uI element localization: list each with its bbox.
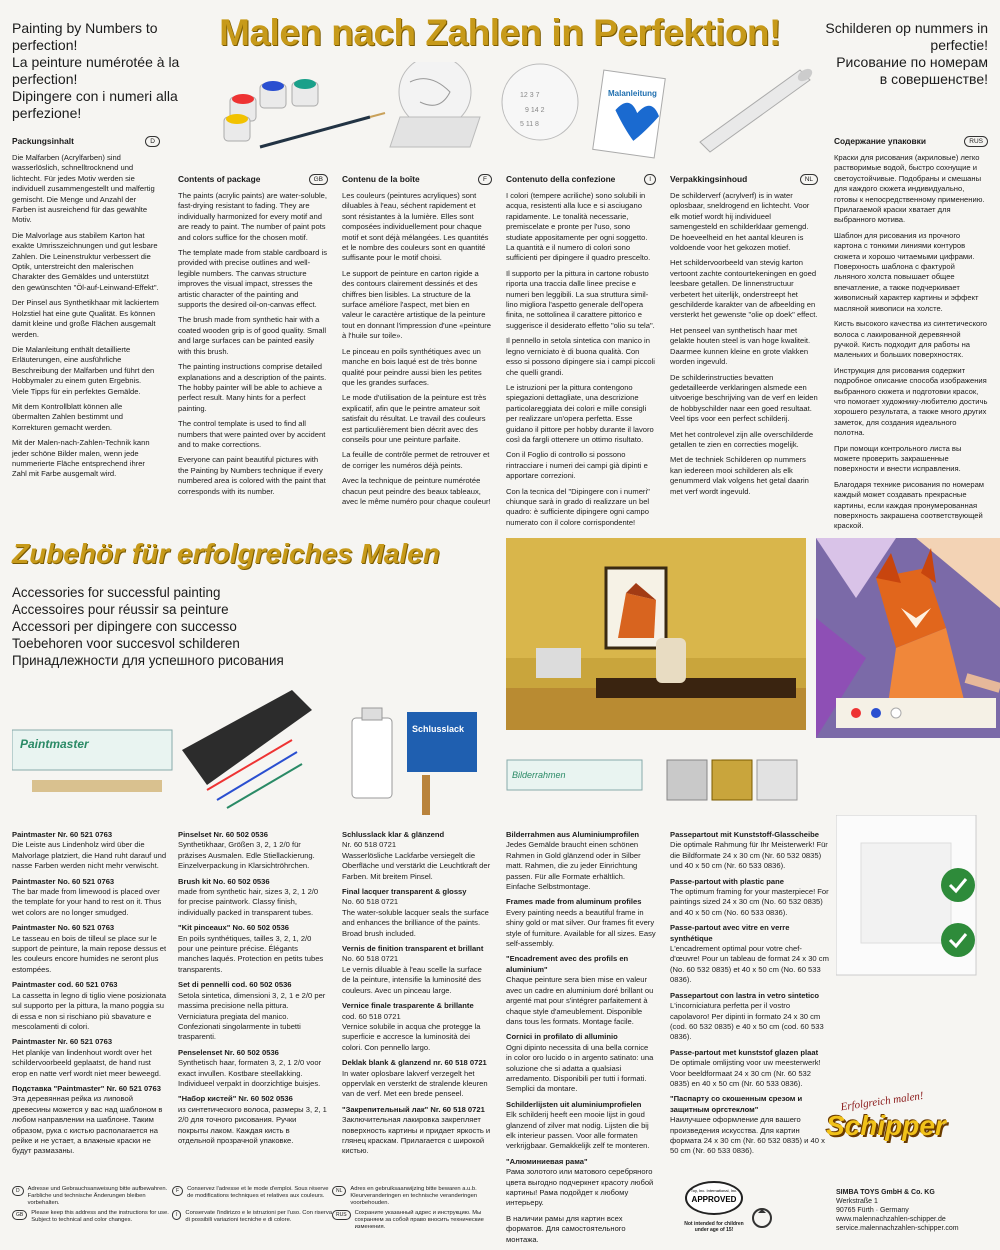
contents-paragraph: Благодаря технике рисования по номерам каждый может создавать прекрасные картины, если каждая пронумерованная поверхность закрашена соответствующей краской. xyxy=(834,479,985,531)
product-line: No. 60 518 0721 xyxy=(342,897,399,907)
contents-paragraph: De schilderverf (acrylverf) is in water oplosbaar, sneldrogend en lichtecht. Voor elk motief wordt hij individueel samengesteld en schilderklaar gemengd. De hoeveelheid en het aantal kleuren is voldoende voor het gekozen motief. xyxy=(670,191,810,253)
contents-paragraph: Mit dem Kontrollblatt können alle übermalten Zahlen bestimmt und Korrekturen gemacht werden. xyxy=(12,401,124,432)
contents-paragraph: Con il Foglio di controllo si possono rintracciare i numeri dei campi già dipinti e apportare correzioni. xyxy=(506,450,648,481)
product-line: Schlusslack klar & glänzend xyxy=(342,830,445,839)
logo-brand: Schipper xyxy=(826,1110,946,1141)
contents-column-gb xyxy=(178,174,328,502)
product-line: "Паспарту со скошенным срезом и защитным оргстеклом" xyxy=(670,1094,803,1114)
logo-script: Erfolgreich malen! xyxy=(839,1089,925,1114)
product-line: Le vernis diluable à l'eau scelle la surface de la peinture, intensifie la luminosité des couleurs. Avec un pinceau large. xyxy=(342,964,482,995)
legend-text: Adres en gebruiksaanwijzing bitte bewaren a.u.b. Kleurveranderingen en technische veranderingen voorbehouden. xyxy=(350,1186,478,1206)
tagline-fr: La peinture numérotée à la perfection! xyxy=(12,54,180,87)
svg-text:12 3 7: 12 3 7 xyxy=(520,92,540,99)
accessories-line: Accessoires pour réussir sa peinture xyxy=(12,602,229,617)
booklet-title: Malanleitung xyxy=(608,89,657,98)
contents-paragraph: Mit der Malen-nach-Zahlen-Technik kann jeder schöne Bilder malen, wenn jede nummerierte Fläche entsprechend ihrer Zahl mit Farbe ausgemalt wird. xyxy=(12,438,150,479)
company-line: service.malennachzahlen-schipper.com xyxy=(836,1225,959,1232)
lacquer-product-image xyxy=(352,708,477,815)
contents-paragraph: Инструкция для рисования содержит подробное описание способа изображения выбранного сюжета и подготовки красок, что помогает художнику-любителю достичь хорошего результата, а также много других заметок, для создания идеального полотна. xyxy=(834,365,988,438)
product-line: The bar made from limewood is placed over the template for your hand to rest on it. Thus wet colors are no longer smudged. xyxy=(12,887,162,917)
product-line: "Алюминиевая рама" xyxy=(506,1156,588,1166)
frames-description xyxy=(506,830,656,1250)
green-check-badge-1 xyxy=(941,868,975,902)
product-line: De optimale omlijsting voor uw meesterwerk! Voor beeldformaat 24 x 30 cm (Nr. 60 532 0835) en 40 x 50 cm (Nr. 60 533 0836). xyxy=(670,1058,821,1088)
product-line: Jedes Gemälde braucht einen schönen Rahmen in Gold glänzend oder in Silber matt. Rahmen, die zu jeder Einrichtung passen. Für alle Formate erhältlich. Einfache Selbstmontage. xyxy=(506,840,641,892)
lang-badge-ru: RUS xyxy=(964,136,988,147)
legend-text: Please keep this address and the instructions for use. Subject to technical and color changes. xyxy=(31,1210,169,1223)
product-line: No. 60 518 0721 xyxy=(342,954,399,964)
product-line: Ogni dipinto necessita di una bella cornice in color oro lucido o in argento satinato: una soluzione che si adatta a qualsiasi arredamento. Disponibili per tutti i formati. Semplici da montare. xyxy=(506,1042,654,1094)
frame-box-label: Bilderrahmen xyxy=(512,770,566,780)
product-line: L'encadrement optimal pour votre chef-d'œuvre! Pour un tableau de format 24 x 30 cm (No. 60 532 0835) et 40 x 50 cm (No. 60 533 0836). xyxy=(670,944,829,985)
brush-set-product-image xyxy=(182,690,312,808)
contents-heading-it: Contenuto della confezione xyxy=(506,174,616,185)
contents-paragraph: Die Malvorlage aus stabilem Karton hat exakte Umrisszeichnungen und gut lesbare Zahlen. Die Leinenstruktur verbessert die Optik, unterstreicht den malerischen Charakter des Gemäldes und unterstützt den gewünschten "Öl-auf-Leinwand-Effekt". xyxy=(12,230,159,292)
product-line: Passe-partout avec vitre en verre synthétique xyxy=(670,923,790,943)
contents-paragraph: Les couleurs (peintures acryliques) sont diluables à l'eau, séchent rapidement et sont résistantes à la lumière. Elles sont composées individuellement pour chaque motif et sont déjà mélangées. Les quantités et le nombre des couleurs sont en quantité suffisante pour le motif choisi. xyxy=(342,191,489,263)
legend-code: RUS xyxy=(332,1210,351,1220)
contents-column-ru xyxy=(834,136,988,537)
tagline-en: Painting by Numbers to perfection! xyxy=(12,20,158,53)
lacquer-description xyxy=(342,830,492,1162)
product-line: made from synthetic hair, sizes 3, 2, 1 2/0 for precise paintwork. Classy finish, individually packed in transparent tubes. xyxy=(178,887,319,917)
product-line: L'incorniciatura perfetta per il vostro capolavoro! Per dipinti in formato 24 x 30 cm (cod. 60 532 0835) e 40 x 50 cm (cod. 60 533 0836). xyxy=(670,1001,824,1042)
contents-heading-nl: Verpakkingsinhoud xyxy=(670,174,748,185)
kit-contents-illustration xyxy=(220,62,820,162)
product-line: Setola sintetica, dimensioni 3, 2, 1 e 2/0 per massima precisione nella pittura. Verniciatura pregiata del manico. Confezionati singolarmente in tubetti trasparenti. xyxy=(178,990,326,1042)
product-line: Paintmaster cod. 60 521 0763 xyxy=(12,980,118,990)
product-line: Vernice finale trasparente & brillante xyxy=(342,1001,474,1011)
contents-paragraph: Le mode d'utilisation de la peinture est très explicatif, afin que le peintre amateur soit satisfait du résultat. Le travail des couleurs est particulièrement bien décrit avec des conseils pour une peinture parfaite. xyxy=(342,393,487,444)
product-line: из синтетического волоса, размеры 3, 2, 1 2/0 для точного рисования. Ручки покрыты лаком. Каждая кисть в отдельной прозрачной упаковке. xyxy=(178,1104,327,1145)
product-line: Passe-partout met kunststof glazen plaat xyxy=(670,1047,819,1057)
contents-paragraph: I colori (tempere acriliche) sono solubili in acqua, resistenti alla luce e si asciugano rapidamente. Le tonalità necessarie, premiscelate e pronte per l'uso, sono studiate appositamente per ogni soggetto. La quantità e il numero di colori sono sufficienti per dipingere il quadro prescelto. xyxy=(506,191,651,263)
contents-paragraph: Кисть высокого качества из синтетического волоса с лакированной деревянной ручкой. Кисть подходит для работы на маленьких и больших поверхностях. xyxy=(834,319,988,360)
contents-paragraph: Der Pinsel aus Synthetikhaar mit lackiertem Holzstiel hat eine gute Qualität. Es können damit kleine und große Flächen ausgemalt werden. xyxy=(12,298,159,339)
contents-paragraph: Die Malfarben (Acrylfarben) sind wasserlöslich, schnelltrocknend und lichtecht. Für jedes Motiv werden sie individuell zusammengestellt und malfertig gemischt. Die Menge und Anzahl der Farben ist ausreichend für das gewählte Motiv. xyxy=(12,153,155,225)
contents-paragraph: Le pinceau en poils synthétiques avec un manche en bois laqué est de très bonne qualité pour peindre aussi bien les petites que les grandes surfaces. xyxy=(342,346,482,387)
product-line: Set di pennelli cod. 60 502 0536 xyxy=(178,980,292,990)
accessories-subtitles xyxy=(12,584,284,669)
product-line: Bilderrahmen aus Aluminiumprofilen xyxy=(506,830,640,839)
contents-paragraph: При помощи контрольного листа вы можете проверить закрашенные поверхности и внести исправления. xyxy=(834,443,962,474)
product-line: Chaque peinture sera bien mise en valeur avec un cadre en aluminium doré brillant ou argenté mat pour s'intégrer parfaitement à chaque style d'ameublement. Disponible dans tous les formats. Montage facile. xyxy=(506,975,654,1026)
schipper-logo xyxy=(826,1089,976,1172)
product-line: "Kit pinceaux" No. 60 502 0536 xyxy=(178,923,290,933)
contents-column-nl xyxy=(670,174,818,502)
product-line: Наилучшее оформление для вашего произведения искусства. Для картин формата 24 x 30 cm (Nr. 60 532 0835) и 40 x 50 cm (Nr. 60 533 0836). xyxy=(670,1115,825,1156)
product-line: La cassetta in legno di tiglio viene posizionata sul supporto per la pittura, la mano poggia su di essa e non si rischiano più sbavature e mescolamenti di colori. xyxy=(12,990,167,1031)
product-line: Vernice solubile in acqua che protegge la superficie e accresce la luminosità dei colori. Con pennello largo. xyxy=(342,1021,481,1052)
legend-text: Сохраните указанный адрес и инструкцию. Мы сохраняем за собой право вносить технические изменения. xyxy=(354,1210,484,1230)
accessories-line: Принадлежности для успешного рисования xyxy=(12,653,284,668)
tagline-nl: Schilderen op nummers in perfectie! xyxy=(825,20,988,53)
brushset-description xyxy=(178,830,328,1151)
legend-code: NL xyxy=(332,1186,346,1196)
paint-pots-image xyxy=(224,79,385,147)
age-note: Not intended for children under age of 15! xyxy=(684,1221,744,1233)
tagline-left xyxy=(12,20,222,122)
contents-paragraph: Met het controlevel zijn alle overschilderde getallen te zien en correcties mogelijk. xyxy=(670,429,814,449)
product-line: The optimum framing for your masterpiece! For paintings sized 24 x 30 cm (No. 60 532 0835) and 40 x 50 cm (No. 60 533 0836). xyxy=(670,887,829,917)
contents-heading-de: Packungsinhalt xyxy=(12,136,74,147)
lang-badge-de: D xyxy=(145,136,160,147)
product-line: cod. 60 518 0721 xyxy=(342,1011,401,1021)
template-sheet-image xyxy=(390,62,480,147)
contents-paragraph: The brush made from synthetic hair with a coated wooden grip is of good quality. Small and large surfaces can be painted easily with this brush. xyxy=(178,315,327,356)
passepartout-description xyxy=(670,830,830,1162)
contents-paragraph: The control template is used to find all numbers that were painted over by accident and to make corrections. xyxy=(178,419,326,449)
instruction-booklet-image xyxy=(593,70,666,158)
footer-legend xyxy=(12,1186,492,1234)
contents-paragraph: Het penseel van synthetisch haar met gelakte houten steel is van hoge kwaliteit. Daarmee kunnen kleine en grote vlakken worden ingevuld. xyxy=(670,325,811,367)
legend-text: Conservate l'indirizzo e le istruzioni per l'uso. Con riserva di possibili variazioni tecniche e di colore. xyxy=(185,1210,332,1223)
legend-text: Conservez l'adresse et le mode d'emploi. Sous réserve de modifications techniques et relatives aux couleurs. xyxy=(187,1186,329,1199)
product-line: Het plankje van lindenhout wordt over het schildervoorbeeld geplaatst, de hand rust erop en natte verf wordt niet meer beweegd. xyxy=(12,1047,162,1078)
green-check-badge-2 xyxy=(941,923,975,957)
contents-paragraph: Met de techniek Schilderen op nummers kan iedereen mooi schilderen als elk genummerd vlak volgens het getal daarin met verf wordt ingevuld. xyxy=(670,455,809,496)
company-line: www.malennachzahlen-schipper.de xyxy=(836,1216,946,1223)
contents-paragraph: Con la tecnica del "Dipingere con i numeri" chiunque sarà in grado di realizzare un bel quadro: è sufficiente dipingere ogni campo numerato con il colore corrispondente! xyxy=(506,486,650,527)
page-title: Malen nach Zahlen in Perfektion! xyxy=(219,12,781,53)
product-line: Synthetisch haar, formaten 3, 2, 1 2/0 voor exact invullen. Kostbare steellakking. Individueel verpakt in doorzichtige buisjes. xyxy=(178,1058,322,1088)
product-line: Paintmaster No. 60 521 0763 xyxy=(12,876,115,886)
product-line: Die Leiste aus Lindenholz wird über die Malvorlage platziert, die Hand ruht darauf und nasse Farben werden nicht mehr verwischt. xyxy=(12,840,167,871)
tagline-it: Dipingere con i numeri alla perfezione! xyxy=(12,88,178,121)
product-line: Nr. 60 518 0721 xyxy=(342,840,397,850)
recycling-icon xyxy=(750,1206,774,1230)
accessories-line: Toebehoren voor succesvol schilderen xyxy=(12,636,240,651)
svg-text:9 14 2: 9 14 2 xyxy=(525,107,545,114)
contents-paragraph: La feuille de contrôle permet de retrouver et de corriger les numéros déjà peints. xyxy=(342,450,490,470)
control-sheet-image xyxy=(502,64,578,140)
product-line: Schilderlijsten uit aluminiumprofielen xyxy=(506,1099,642,1109)
contents-heading-gb: Contents of package xyxy=(178,174,261,185)
contents-paragraph: Il pennello in setola sintetica con manico in legno verniciato è di buona qualità. Con esso si possono dipingere sia i campi piccoli che quelli grandi. xyxy=(506,336,655,377)
product-line: En poils synthétiques, tailles 3, 2, 1, 2/0 pour une peinture précise. Élégants manches laqués. Protection en petits tubes transparents. xyxy=(178,933,324,974)
contents-paragraph: The template made from stable cardboard is provided with precise outlines and well-legible numbers. The canvas structure improves the visual impact, stresses the artistic character of the painting and supports the desired oil-on-canvas effect. xyxy=(178,248,327,310)
legend-code: D xyxy=(12,1186,24,1196)
product-line: Заключительная лакировка закрепляет поверхность картины и придает яркость и глянец краскам. Прилагается с широкой кистью. xyxy=(342,1115,491,1156)
product-line: The water-soluble lacquer seals the surface and enhances the brilliance of the paints. Broad brush included. xyxy=(342,907,489,938)
product-line: Paintmaster Nr. 60 521 0763 xyxy=(12,1037,113,1047)
product-line: Wasserlösliche Lackfarbe versiegelt die Oberfläche und verstärkt die Leuchtkraft der Farben. Mit breitem Pinsel. xyxy=(342,850,491,881)
legend-code: I xyxy=(172,1210,181,1220)
product-line: Passe-partout with plastic pane xyxy=(670,876,784,886)
lacquer-label: Schlusslack xyxy=(412,724,465,734)
product-line: В наличии рамы для картин всех форматов. Для самостоятельного монтажа. xyxy=(506,1213,626,1244)
contents-heading-ru: Содержание упаковки xyxy=(834,136,926,147)
approved-ring-text: Toy, Inc. International, Inc. xyxy=(690,1188,738,1193)
contents-paragraph: Il supporto per la pittura in cartone robusto riporta una traccia dalle linee precise e numeri ben leggibili. La sua struttura simil-lino migliora l'aspetto generale dell'opera finita, ne sottolinea il carattere pittorico e suggerisce il desiderato effetto "olio su tela". xyxy=(506,268,655,330)
approved-text: APPROVED xyxy=(691,1195,737,1204)
product-line: Final lacquer transparent & glossy xyxy=(342,887,467,897)
product-line: Die optimale Rahmung für Ihr Meisterwerk! Für die Bildformate 24 x 30 cm (Nr. 60 532 0835) und 40 x 50 cm (Nr. 60 533 0836). xyxy=(670,840,828,871)
contents-paragraph: Краски для рисования (акриловые) легко растворимые водой, быстро сохнущие и светоустойчивые. Подобраны и смешаны для каждого сюжета индивидуально, готовы к непосредственному применению. Прилагаемой краски хватает для выбранного мотива. xyxy=(834,153,985,225)
contents-paragraph: Le istruzioni per la pittura contengono spiegazioni dettagliate, una descrizione particolareggiata dei colori e mille consigli per realizzare un'opera perfetta. Esse guidano il pittore per hobby durante il lavoro così da fargli ottenere un ottimo risultato. xyxy=(506,382,654,444)
product-line: Le tasseau en bois de tilleul se place sur le support de peinture, la main repose dessus et les couleurs encore humides ne seront plus estompées. xyxy=(12,933,167,974)
product-line: Cornici in profilato di alluminio xyxy=(506,1032,618,1042)
product-line: Passepartout con lastra in vetro sintetico xyxy=(670,990,819,1000)
contents-paragraph: De schilderinstructies bevatten gedetailleerde verklaringen alsmede een uitvoerige beschrijving van de verf en leiden de hobbyschilder naar een goed resultaat. Veel tips voor een perfect schilderij. xyxy=(670,372,818,424)
product-line: Elk schilderij heeft een mooie lijst in goud glanzend of zilver mat nodig. Lijsten die bij elk interieur passen. Voor alle formaten verkrijgbaar. Gemakkelijk zelf te monteren. xyxy=(506,1110,650,1151)
contents-paragraph: Het schildervoorbeeld van stevig karton vertoont zachte contourtekeningen en goed leesbare getallen. De linnenstructuur verbetert het uiterlijk, onderstreept het geschilderde karakter van de afbeelding en versterkt het gewenste "olie op doek" effect. xyxy=(670,258,818,320)
accessories-line: Accessories for successful painting xyxy=(12,585,221,600)
fox-painting-photo xyxy=(816,538,1000,738)
product-line: Рама золотого или матового серебряного цвета выгодно подчеркнет красоту любой картины! Рама подойдет к любому интерьеру. xyxy=(506,1167,654,1208)
contents-paragraph: The painting instructions comprise detailed explanations and a description of the paints. The hobby painter will be able to achieve a perfect result. Many hints for a perfect painting. xyxy=(178,362,327,413)
accessories-title: Zubehör für erfolgreiches Malen xyxy=(12,538,440,569)
contents-paragraph: Шаблон для рисования из прочного картона с тонкими линиями контуров сюжета и хорошо читаемыми цифрами. Поверхность шаблона с фактурой льняного холста повышает общее впечатление, а также подчеркивает живописный характер картины и эффект масляной живописи на холсте. xyxy=(834,230,979,313)
contents-paragraph: Avec la technique de peinture numérotée chacun peut peindre des beaux tableaux, avec le même numéro pour chaque couleur! xyxy=(342,476,491,506)
paintmaster-description xyxy=(12,830,167,1162)
contents-paragraph: The paints (acrylic paints) are water-soluble, fast-drying resistant to fading. They are individually harmonized for every motif and are ready to paint. The number of paint pots and colors suffice for the chosen motif. xyxy=(178,191,327,242)
contents-column-it xyxy=(506,174,656,533)
contents-heading-fr: Contenu de la boîte xyxy=(342,174,420,185)
legend-code: F xyxy=(172,1186,183,1196)
paintmaster-product-image xyxy=(12,730,172,792)
product-line: Подставка "Paintmaster" Nr. 60 521 0763 xyxy=(12,1083,161,1093)
legend-code: GB xyxy=(12,1210,27,1220)
legend-text: Adresse und Gebrauchsanweisung bitte aufbewahren. Farbliche und technische Änderungen bleiben vorbehalten. xyxy=(27,1186,168,1206)
approved-seal xyxy=(684,1180,744,1232)
product-line: Brush kit No. 60 502 0536 xyxy=(178,876,270,886)
approved-seal-icon xyxy=(684,1180,744,1216)
company-name: SIMBA TOYS GmbH & Co. KG xyxy=(836,1189,935,1196)
tagline-ru-1: Рисование по номерам xyxy=(836,54,988,70)
passepartout-image xyxy=(836,815,986,985)
product-line: Vernis de finition transparent et brillant xyxy=(342,944,484,954)
accessories-line: Accessori per dipingere con successo xyxy=(12,619,237,634)
product-line: Deklak blank & glanzend nr. 60 518 0721 xyxy=(342,1058,487,1068)
product-line: "Закрепительный лак" Nr. 60 518 0721 xyxy=(342,1104,485,1114)
lang-badge-it: I xyxy=(644,174,656,185)
company-line: 90765 Fürth · Germany xyxy=(836,1207,909,1214)
lang-badge-nl: NL xyxy=(800,174,818,185)
product-line: Paintmaster Nr. 60 521 0763 xyxy=(12,830,113,839)
product-line: Synthetikhaar, Größen 3, 2, 1 2/0 für präzises Ausmalen. Edle Stiellackierung. Einzelverpackung in Klarsichtröhrchen. xyxy=(178,840,315,871)
product-line: Paintmaster No. 60 521 0763 xyxy=(12,923,115,933)
product-line: Penselenset Nr. 60 502 0536 xyxy=(178,1047,279,1057)
frame-product-image xyxy=(507,760,797,800)
company-address xyxy=(836,1188,959,1233)
product-line: Every painting needs a beautiful frame in shiny gold or mat silver. Our frames fit every style of furniture. Available for all sizes. Easy self-assembly. xyxy=(506,907,656,949)
product-line: "Encadrement avec des profils en aluminium" xyxy=(506,954,629,974)
product-line: Pinselset Nr. 60 502 0536 xyxy=(178,830,268,839)
company-line: Werkstraße 1 xyxy=(836,1198,878,1205)
lang-badge-fr: F xyxy=(478,174,492,185)
contents-column-de xyxy=(12,136,160,485)
paintmaster-label: Paintmaster xyxy=(20,737,89,751)
product-line: "Набор кистей" Nr. 60 502 0536 xyxy=(178,1094,293,1104)
contents-paragraph: Everyone can paint beautiful pictures with the Painting by Numbers technique if every numbered area is colored with the paint that corresponds with its number. xyxy=(178,455,326,496)
product-line: Passepartout mit Kunststoff-Glasscheibe xyxy=(670,830,819,839)
contents-paragraph: Le support de peinture en carton rigide a des contours clairement dessinés et des chiffres bien lisibles. La structure de la surface améliore l'aspect, met bien en valeur le caractère artistique de la peinture tout en donnant l'impression d'une «peinture à l'huile sur toile». xyxy=(342,268,491,341)
tagline-ru-2: в совершенстве! xyxy=(879,71,988,87)
rolled-canvas-image xyxy=(700,66,814,152)
product-line: In water oplosbare lakverf verzegelt het oppervlak en versterkt de stralende kleuren van de verf. Met een brede penseel. xyxy=(342,1068,488,1099)
contents-column-fr xyxy=(342,174,492,512)
product-line: Эта деревянная рейка из липовой древесины можется у вас над шаблоном в любом направлении на шаблоне. Таким образом, рука с кистью располагается на рейке и не устает, а влажные краски не будут размазаны. xyxy=(12,1094,163,1156)
contents-paragraph: Die Malanleitung enthält detaillierte Erläuterungen, eine ausführliche Beschreibung der Malfarben und führt den Hobbymaler zu einem guten Ergebnis. Viele Tipps für ein perfektes Gemälde. xyxy=(12,344,155,396)
lang-badge-gb: GB xyxy=(309,174,328,185)
product-line: Frames made from aluminum profiles xyxy=(506,897,642,907)
accessory-products-illustration xyxy=(12,690,812,825)
svg-text:5 11 8: 5 11 8 xyxy=(520,121,539,128)
